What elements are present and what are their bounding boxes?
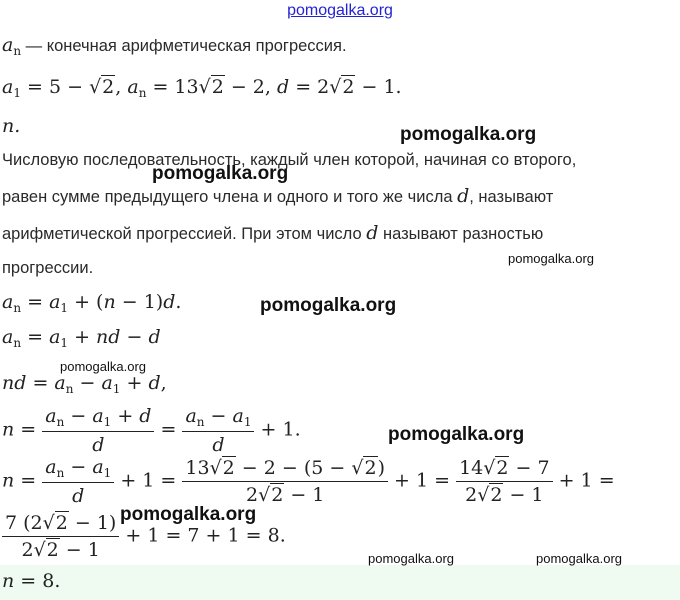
watermark: pomogalka.org (508, 251, 594, 266)
watermark: pomogalka.org (368, 551, 454, 566)
prose-line-2: равен сумме предыдущего члена и одного и того же числа d, называют (2, 185, 554, 207)
unknown-n: n. (2, 115, 21, 137)
watermark: pomogalka.org (388, 424, 525, 445)
watermark: pomogalka.org (152, 163, 289, 184)
definition-text: — конечная арифметическая прогрессия. (21, 37, 347, 55)
watermark: pomogalka.org (260, 295, 397, 316)
watermark: pomogalka.org (60, 359, 146, 374)
prose-line-3: арифметической прогрессией. При этом число d называют разностью (2, 222, 544, 244)
given-values: $a_1 = 5 - √2$, $a_n = 13√2 - 2$, d = 2√2 − 1. (2, 76, 402, 100)
formula-general: $a_n = a_1 + (n - 1)d$. (2, 291, 182, 315)
formula-result: $\frac{7 (2√2 - 1)}{2√2 - 1}$ + 1 = 7 + 1 = 8. (2, 512, 286, 561)
formula-nd: nd = $a_n - a_1 + d$, (2, 372, 167, 396)
answer-highlight (0, 565, 680, 600)
definition-line: $a_n$ — конечная арифметическая прогрессия. (2, 34, 347, 58)
formula-substitution: n = $\frac{a_n - a_1}{d}$ + 1 = $\frac{13√2 - 2 - (5 - √2)}{2√2 - 1}$ + 1 = $\frac{14√2 - 7}{2√2 - 1}$ + 1 = (2, 456, 615, 507)
formula-expanded: $a_n = a_1$ + nd − d (2, 326, 161, 350)
formula-n-fraction: n = $\frac{a_n - a_1 + d}{d}$ = $\frac{a_n - a_1}{d}$ + 1. (2, 405, 301, 456)
prose-line-1: Числовую последовательность, каждый член которой, начиная со второго, (2, 151, 577, 169)
watermark: pomogalka.org (400, 124, 537, 145)
answer: n = 8. (2, 570, 61, 592)
site-link[interactable]: pomogalka.org (287, 2, 393, 19)
watermark: pomogalka.org (120, 504, 257, 525)
watermark: pomogalka.org (536, 551, 622, 566)
prose-line-4: прогрессии. (2, 259, 94, 277)
